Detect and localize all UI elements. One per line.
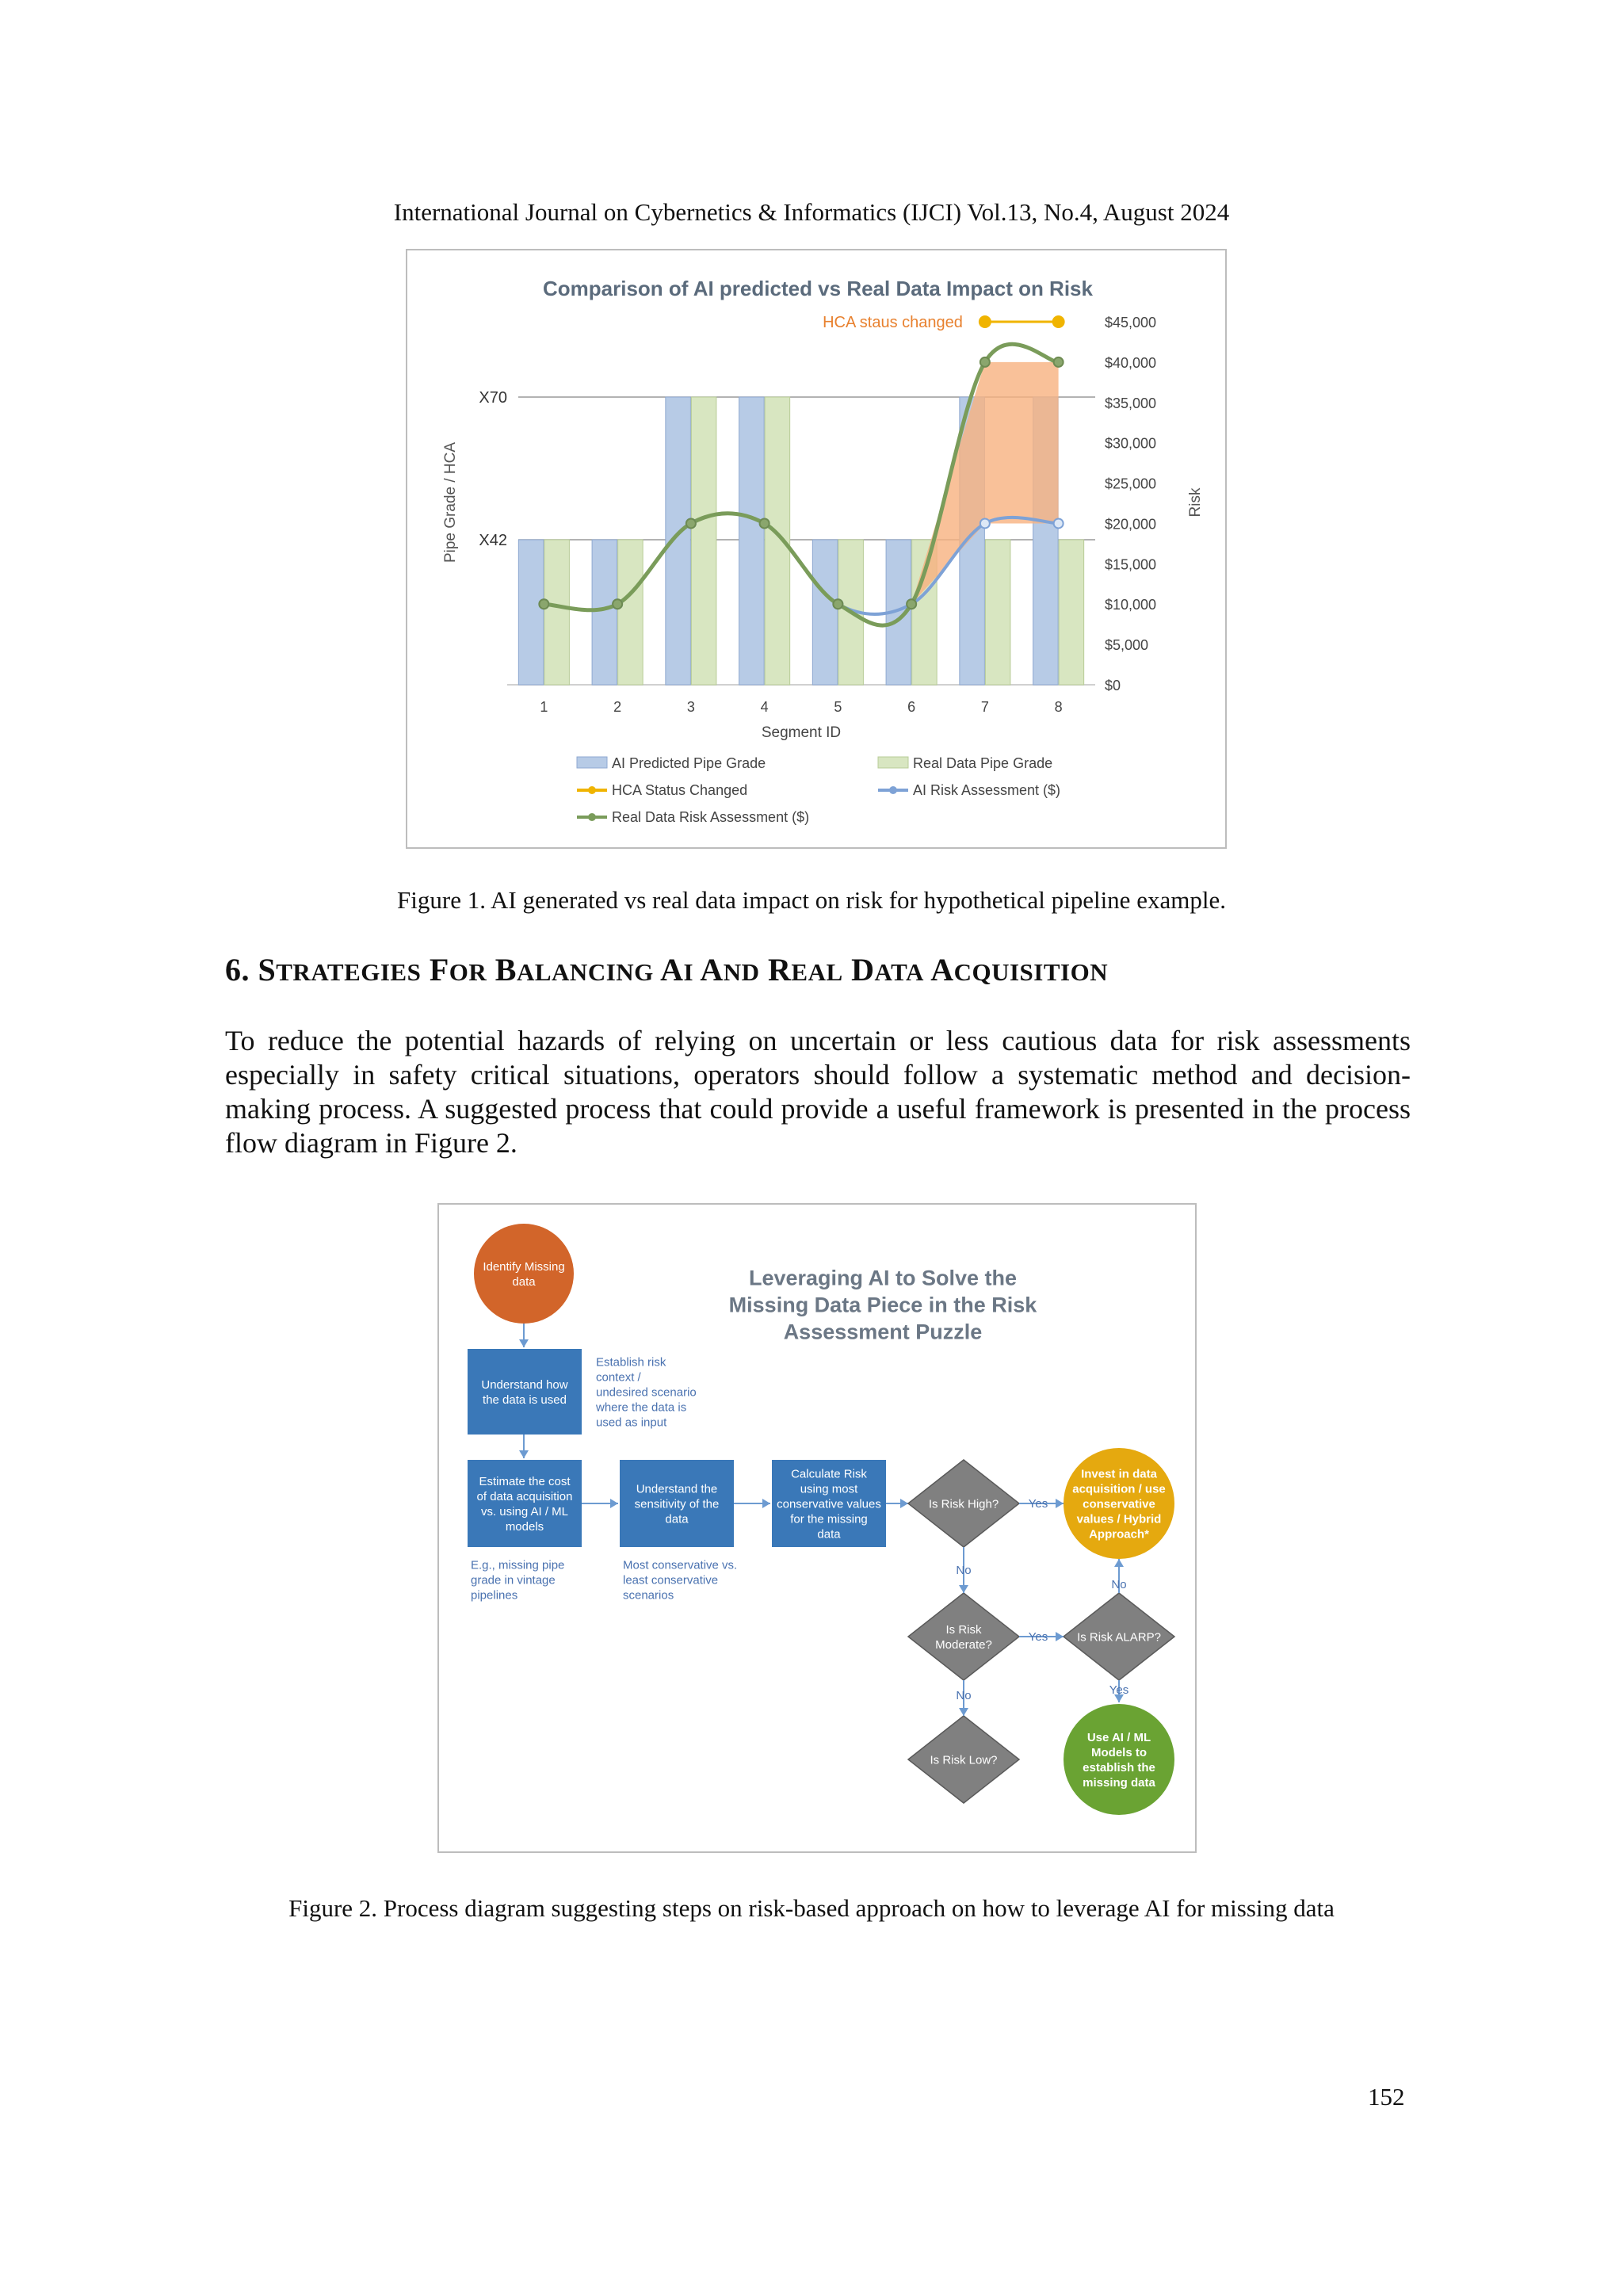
flow-label: Yes: [1028, 1497, 1048, 1511]
ai-grade-bar: [812, 540, 838, 685]
x-tick-label: 8: [1054, 699, 1063, 715]
right-tick-label: $25,000: [1105, 476, 1157, 492]
left-axis-title: Pipe Grade / HCA: [442, 441, 459, 563]
process-flow-diagram: [439, 1205, 1198, 1855]
real-risk-point: [907, 599, 916, 609]
node-text: Understand the sensitivity of the data: [634, 1482, 720, 1526]
left-tick-label: X42: [479, 532, 507, 549]
ai-risk-point: [1054, 518, 1064, 528]
real-risk-point: [539, 599, 548, 609]
node-text: Identify Missing data: [483, 1259, 565, 1289]
chart-title: Comparison of AI predicted vs Real Data Impact on Risk: [543, 277, 1093, 300]
heading-word: ACQUISITION: [930, 952, 1109, 988]
node-text: E.g., missing pipe grade in vintage pipelines: [471, 1558, 565, 1603]
section-number: 6.: [225, 952, 250, 988]
right-tick-label: $35,000: [1105, 395, 1157, 411]
heading-word: BALANCING: [495, 952, 654, 988]
node-text: Calculate Risk using most conservative values for the missing data: [777, 1467, 881, 1541]
x-tick-label: 2: [613, 699, 622, 715]
figure-2: [437, 1203, 1197, 1853]
arrow-head: [519, 1450, 529, 1458]
legend-marker: [588, 813, 596, 821]
real-grade-bar: [618, 540, 643, 685]
ai-grade-bar: [739, 397, 765, 685]
arrow-head: [1056, 1499, 1064, 1508]
x-tick-label: 4: [760, 699, 769, 715]
legend-swatch: [878, 757, 908, 768]
figure-1: [406, 249, 1227, 849]
flow-label: Yes: [1109, 1683, 1129, 1697]
legend-label: Real Data Risk Assessment ($): [612, 809, 810, 825]
node-text: Is Risk ALARP?: [1077, 1630, 1161, 1645]
figure-1-caption: Figure 1. AI generated vs real data impact on risk for hypothetical pipeline example.: [397, 886, 1226, 914]
legend-marker: [889, 786, 897, 794]
right-tick-label: $40,000: [1105, 354, 1157, 371]
x-axis-title: Segment ID: [761, 724, 842, 741]
arrow-head: [1056, 1632, 1064, 1641]
flow-label: No: [956, 1689, 972, 1702]
figure-2-caption: Figure 2. Process diagram suggesting steps on risk-based approach on how to leverage AI for missing data: [288, 1894, 1335, 1922]
x-tick-label: 6: [907, 699, 916, 715]
right-tick-label: $5,000: [1105, 637, 1149, 654]
x-tick-label: 3: [686, 699, 695, 715]
right-tick-label: $0: [1105, 678, 1121, 693]
real-risk-point: [686, 518, 696, 528]
real-risk-point: [980, 357, 990, 367]
legend-marker: [588, 786, 596, 794]
node-text: Is Risk Moderate?: [935, 1622, 992, 1652]
node-text: Estimate the cost of data acquisition vs. using AI / ML models: [476, 1474, 573, 1534]
x-tick-label: 5: [834, 699, 842, 715]
understand-data-use-node: [468, 1349, 582, 1435]
right-tick-label: $45,000: [1105, 315, 1157, 330]
journal-header: International Journal on Cybernetics & Informatics (IJCI) Vol.13, No.4, August 2024: [393, 198, 1230, 226]
real-grade-bar: [985, 540, 1010, 685]
real-grade-bar: [691, 397, 716, 685]
arrow-head: [900, 1499, 908, 1508]
real-grade-bar: [1059, 540, 1084, 685]
arrow-head: [1114, 1559, 1124, 1567]
arrow-head: [959, 1708, 968, 1716]
risk-comparison-chart: [407, 250, 1228, 850]
identify-missing-data-node: [474, 1224, 574, 1324]
real-grade-bar: [544, 540, 570, 685]
heading-word: AI: [660, 952, 694, 988]
right-tick-label: $20,000: [1105, 516, 1157, 533]
node-text: Invest in data acquisition / use conservative values / Hybrid Approach*: [1072, 1467, 1166, 1541]
page-number: 152: [1368, 2083, 1405, 2111]
risk-moderate-decision: [908, 1593, 1019, 1680]
arrow-head: [762, 1499, 770, 1508]
hca-annotation: HCA staus changed: [823, 314, 963, 331]
ai-grade-bar: [518, 540, 544, 685]
heading-word: REAL: [768, 952, 843, 988]
real-risk-point: [613, 599, 622, 609]
node-text: Leveraging AI to Solve the Missing Data Piece in the Risk Assessment Puzzle: [728, 1266, 1037, 1344]
right-axis-title: Risk: [1187, 487, 1204, 518]
heading-word: AND: [700, 952, 760, 988]
x-tick-label: 7: [980, 699, 989, 715]
real-risk-point: [1054, 357, 1064, 367]
hca-point: [1052, 315, 1065, 328]
x-tick-label: 1: [540, 699, 548, 715]
flow-label: No: [1111, 1578, 1127, 1591]
flow-label: No: [956, 1564, 972, 1577]
real-risk-point: [833, 599, 842, 609]
legend-swatch: [577, 757, 607, 768]
legend-label: AI Predicted Pipe Grade: [612, 755, 766, 771]
estimate-cost-node: [468, 1460, 582, 1547]
node-text: Most conservative vs. least conservative scenarios: [623, 1558, 738, 1603]
heading-word: DATA: [851, 952, 924, 988]
left-tick-label: X70: [479, 389, 507, 407]
right-tick-label: $30,000: [1105, 435, 1157, 452]
hca-point: [979, 315, 991, 328]
body-paragraph: To reduce the potential hazards of relying on uncertain or less cautious data for risk assessments especially in safety critical situations, operators should follow a systematic method and decision-making process. A suggested process that could provide a useful framework is presented in the process flow diagram in Figure 2.: [225, 1025, 1411, 1159]
node-text: Is Risk Low?: [930, 1753, 998, 1767]
legend-label: HCA Status Changed: [612, 782, 748, 798]
right-tick-label: $10,000: [1105, 597, 1157, 613]
heading-word: STRATEGIES: [258, 952, 422, 988]
node-text: Understand how the data is used: [481, 1377, 568, 1407]
heading-word: FOR: [429, 952, 487, 988]
use-ai-ml-node: [1064, 1704, 1174, 1815]
arrow-head: [959, 1585, 968, 1593]
arrow-head: [610, 1499, 618, 1508]
ai-risk-point: [980, 518, 990, 528]
node-text: Is Risk High?: [928, 1497, 999, 1511]
real-risk-point: [760, 518, 769, 528]
ai-grade-bar: [592, 540, 617, 685]
legend-label: AI Risk Assessment ($): [913, 782, 1061, 798]
right-tick-label: $15,000: [1105, 556, 1157, 573]
arrow-head: [519, 1339, 529, 1347]
node-text: Establish risk context / undesired scenario where the data is used as input: [596, 1355, 697, 1430]
legend-label: Real Data Pipe Grade: [913, 755, 1053, 771]
node-text: Use AI / ML Models to establish the missing data: [1083, 1730, 1155, 1790]
flow-label: Yes: [1028, 1630, 1048, 1644]
section-heading: [225, 951, 1108, 988]
